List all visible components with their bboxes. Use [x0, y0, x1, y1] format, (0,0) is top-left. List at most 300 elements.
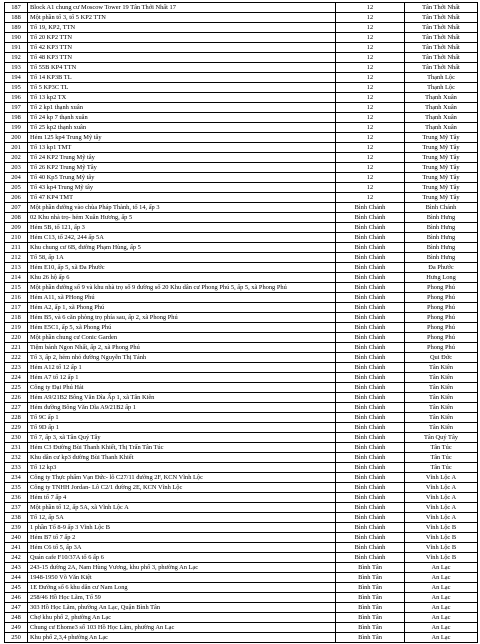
district-cell: Bình Tân	[336, 593, 405, 603]
ward-cell: Tân Túc	[405, 443, 478, 453]
ward-cell: Vĩnh Lộc B	[405, 543, 478, 553]
row-number-cell: 224	[5, 373, 28, 383]
district-cell: 12	[336, 63, 405, 73]
address-cell: Hẻm C13, tổ 242, 244 ấp 5A	[28, 233, 336, 243]
table-row	[5, 393, 478, 403]
address-cell: Tổ 42 KP3 TTN	[28, 43, 336, 53]
address-cell: Chợ khu phố 2, phường An Lạc	[28, 613, 336, 623]
address-cell: Một phần đường vào chùa Pháp Thành, tổ 14, ấp 3	[28, 203, 336, 213]
row-number-cell: 231	[5, 443, 28, 453]
table-row	[5, 123, 478, 133]
address-cell: Hẻm tổ 7 ấp 4	[28, 493, 336, 503]
table-row	[5, 593, 478, 603]
ward-cell: Phong Phú	[405, 323, 478, 333]
row-number-cell: 189	[5, 23, 28, 33]
address-cell: Tiệm bánh Ngon Nhất, ấp 2, xã Phong Phú	[28, 343, 336, 353]
row-number-cell: 208	[5, 213, 28, 223]
address-cell: 243-15 đường 2A, Nam Hùng Vương, khu phố 3, phường An Lạc	[28, 563, 336, 573]
row-number-cell: 215	[5, 283, 28, 293]
district-cell: 12	[336, 133, 405, 143]
table-row	[5, 323, 478, 333]
address-cell: Hẻm A7 tổ 12 ấp 1	[28, 373, 336, 383]
ward-cell: Tân Kiên	[405, 393, 478, 403]
ward-cell: Tân Kiên	[405, 363, 478, 373]
district-cell: Bình Tân	[336, 613, 405, 623]
ward-cell: Tân Thới Nhất	[405, 63, 478, 73]
ward-cell: Tân Thới Nhất	[405, 33, 478, 43]
district-cell: Bình Chánh	[336, 443, 405, 453]
ward-cell: An Lạc	[405, 613, 478, 623]
table-row	[5, 43, 478, 53]
district-cell: 12	[336, 113, 405, 123]
row-number-cell: 249	[5, 623, 28, 633]
row-number-cell: 198	[5, 113, 28, 123]
row-number-cell: 248	[5, 613, 28, 623]
district-cell: Bình Chánh	[336, 363, 405, 373]
ward-cell: Vĩnh Lộc A	[405, 483, 478, 493]
address-cell: Tổ 24 kp 7 thạnh xuân	[28, 113, 336, 123]
row-number-cell: 246	[5, 593, 28, 603]
row-number-cell: 250	[5, 633, 28, 643]
address-cell: Hẻm A9/21B2 Bông Văn Dĩa Ấp 1, xã Tân Kiên	[28, 393, 336, 403]
row-number-cell: 222	[5, 353, 28, 363]
address-cell: Hẻm A12 tổ 12 ấp 1	[28, 363, 336, 373]
address-cell: Tổ 7, ấp 3, xã Tân Quý Tây	[28, 433, 336, 443]
district-cell: Bình Chánh	[336, 323, 405, 333]
row-number-cell: 223	[5, 363, 28, 373]
ward-cell: Thạnh Xuân	[405, 93, 478, 103]
row-number-cell: 230	[5, 433, 28, 443]
row-number-cell: 200	[5, 133, 28, 143]
district-cell: Bình Chánh	[336, 513, 405, 523]
district-cell: Bình Chánh	[336, 213, 405, 223]
ward-cell: Thạnh Xuân	[405, 103, 478, 113]
table-row	[5, 143, 478, 153]
district-cell: Bình Chánh	[336, 263, 405, 273]
ward-cell: Trung Mỹ Tây	[405, 193, 478, 203]
ward-cell: An Lạc	[405, 623, 478, 633]
table-row	[5, 343, 478, 353]
table-row	[5, 283, 478, 293]
table-row	[5, 623, 478, 633]
district-cell: Bình Chánh	[336, 483, 405, 493]
table-row	[5, 93, 478, 103]
table-row	[5, 153, 478, 163]
row-number-cell: 228	[5, 413, 28, 423]
table-row	[5, 413, 478, 423]
ward-cell: An Lạc	[405, 573, 478, 583]
row-number-cell: 203	[5, 163, 28, 173]
table-row	[5, 243, 478, 253]
district-cell: Bình Chánh	[336, 523, 405, 533]
row-number-cell: 226	[5, 393, 28, 403]
ward-cell: Vĩnh Lộc B	[405, 523, 478, 533]
table-row	[5, 463, 478, 473]
row-number-cell: 195	[5, 83, 28, 93]
row-number-cell: 234	[5, 473, 28, 483]
address-cell: Tổ 40 Kp5 Trung Mỹ tây	[28, 173, 336, 183]
row-number-cell: 245	[5, 583, 28, 593]
address-cell: Quán cafe F10/37A tổ 6 ấp 6	[28, 553, 336, 563]
address-cell: Công ty Thực phẩm Vạn Đức- lô C27/11 đường 2F, KCN Vĩnh Lộc	[28, 473, 336, 483]
ward-cell: Bình Hưng	[405, 223, 478, 233]
address-cell: Tổ 19, KP2, TTN	[28, 23, 336, 33]
district-cell: Bình Chánh	[336, 293, 405, 303]
district-cell: Bình Chánh	[336, 453, 405, 463]
address-cell: Tổ 12, ấp 5A	[28, 513, 336, 523]
row-number-cell: 187	[5, 3, 28, 13]
ward-cell: Phong Phú	[405, 343, 478, 353]
address-cell: Hẻm C3 Đường Bùi Thanh Khiết, Thị Trấn Tân Túc	[28, 443, 336, 453]
district-cell: 12	[336, 93, 405, 103]
ward-cell: Bình Hưng	[405, 233, 478, 243]
ward-cell: Tân Thới Nhất	[405, 53, 478, 63]
row-number-cell: 202	[5, 153, 28, 163]
district-cell: Bình Chánh	[336, 383, 405, 393]
row-number-cell: 239	[5, 523, 28, 533]
district-cell: Bình Chánh	[336, 473, 405, 483]
ward-cell: Vĩnh Lộc A	[405, 503, 478, 513]
district-cell: Bình Chánh	[336, 333, 405, 343]
table-row	[5, 523, 478, 533]
row-number-cell: 236	[5, 493, 28, 503]
address-cell: Tổ 20 KP2 TTN	[28, 33, 336, 43]
table-row	[5, 483, 478, 493]
address-table-sheet	[4, 2, 478, 643]
row-number-cell: 227	[5, 403, 28, 413]
address-cell: Tổ 43 kp4 Trung Mỹ tây	[28, 183, 336, 193]
address-cell: Một phần chung cư Conic Garden	[28, 333, 336, 343]
table-row	[5, 193, 478, 203]
ward-cell: Thạnh Lộc	[405, 73, 478, 83]
row-number-cell: 212	[5, 253, 28, 263]
row-number-cell: 214	[5, 273, 28, 283]
table-row	[5, 633, 478, 643]
address-cell: Tổ 55B KP4 TTN	[28, 63, 336, 73]
district-cell: Bình Chánh	[336, 373, 405, 383]
table-row	[5, 293, 478, 303]
table-row	[5, 33, 478, 43]
ward-cell: Tân Quý Tây	[405, 433, 478, 443]
address-cell: Công ty TNHH Jordan- Lô C2/1 đường 2E, KCN Vĩnh Lộc	[28, 483, 336, 493]
ward-cell: Vĩnh Lộc A	[405, 473, 478, 483]
table-row	[5, 403, 478, 413]
district-cell: 12	[336, 3, 405, 13]
address-cell: Công ty Đại Phú Hải	[28, 383, 336, 393]
row-number-cell: 211	[5, 243, 28, 253]
row-number-cell: 235	[5, 483, 28, 493]
table-row	[5, 583, 478, 593]
district-cell: 12	[336, 13, 405, 23]
row-number-cell: 243	[5, 563, 28, 573]
row-number-cell: 204	[5, 173, 28, 183]
row-number-cell: 201	[5, 143, 28, 153]
district-cell: Bình Chánh	[336, 203, 405, 213]
ward-cell: Tân Kiên	[405, 413, 478, 423]
district-cell: 12	[336, 33, 405, 43]
address-cell: Tổ 9C ấp 1	[28, 413, 336, 423]
row-number-cell: 237	[5, 503, 28, 513]
row-number-cell: 210	[5, 233, 28, 243]
ward-cell: Bình Chánh	[405, 203, 478, 213]
row-number-cell: 188	[5, 13, 28, 23]
table-row	[5, 3, 478, 13]
district-cell: 12	[336, 53, 405, 63]
row-number-cell: 197	[5, 103, 28, 113]
district-cell: Bình Chánh	[336, 553, 405, 563]
ward-cell: Trung Mỹ Tây	[405, 173, 478, 183]
table-row	[5, 273, 478, 283]
row-number-cell: 190	[5, 33, 28, 43]
address-cell: Tổ 24 KP2 Trung Mỹ tây	[28, 153, 336, 163]
address-cell: Tổ 13 kp1 TMT	[28, 143, 336, 153]
ward-cell: Trung Mỹ Tây	[405, 143, 478, 153]
district-cell: 12	[336, 43, 405, 53]
district-cell: Bình Chánh	[336, 313, 405, 323]
address-cell: Tổ 13 kp2 TX	[28, 93, 336, 103]
address-cell: Khu chung cư 6B, đường Phạm Hùng, ấp 5	[28, 243, 336, 253]
ward-cell: Trung Mỹ Tây	[405, 153, 478, 163]
address-table	[4, 2, 478, 643]
table-row	[5, 493, 478, 503]
address-cell: Tổ 47 KP4 TMT	[28, 193, 336, 203]
address-cell: Hẻm 5B, tổ 121, ấp 3	[28, 223, 336, 233]
address-cell: Tổ 48 KP3 TTN	[28, 53, 336, 63]
row-number-cell: 221	[5, 343, 28, 353]
address-cell: Hẻm B5, và 6 căn phòng trọ phía sau, ấp 2, xã Phong Phú	[28, 313, 336, 323]
address-cell: Một phần tổ 3, tổ 5 KP2 TTN	[28, 13, 336, 23]
address-cell: 1E Đường số 6 khu dân cư Nam Long	[28, 583, 336, 593]
ward-cell: Tân Kiên	[405, 383, 478, 393]
table-row	[5, 503, 478, 513]
ward-cell: Trung Mỹ Tây	[405, 183, 478, 193]
district-cell: Bình Chánh	[336, 393, 405, 403]
district-cell: Bình Chánh	[336, 503, 405, 513]
address-cell: Chung cư Ehome3 số 103 Hồ Học Lãm, phường An Lạc	[28, 623, 336, 633]
table-row	[5, 23, 478, 33]
table-row	[5, 603, 478, 613]
table-row	[5, 173, 478, 183]
district-cell: Bình Chánh	[336, 223, 405, 233]
district-cell: Bình Chánh	[336, 403, 405, 413]
table-row	[5, 513, 478, 523]
ward-cell: Phong Phú	[405, 293, 478, 303]
district-cell: Bình Chánh	[336, 413, 405, 423]
district-cell: 12	[336, 153, 405, 163]
district-cell: Bình Chánh	[336, 303, 405, 313]
row-number-cell: 242	[5, 553, 28, 563]
ward-cell: Tân Kiên	[405, 403, 478, 413]
table-row	[5, 443, 478, 453]
address-cell: Tổ 26 KP2 Trung Mỹ Tây	[28, 163, 336, 173]
table-row	[5, 53, 478, 63]
row-number-cell: 218	[5, 313, 28, 323]
ward-cell: Đa Phước	[405, 263, 478, 273]
district-cell: Bình Chánh	[336, 423, 405, 433]
table-row	[5, 533, 478, 543]
row-number-cell: 229	[5, 423, 28, 433]
address-cell: Tổ 2 kp1 thạnh xuân	[28, 103, 336, 113]
row-number-cell: 238	[5, 513, 28, 523]
address-table-body	[5, 3, 478, 643]
ward-cell: Vĩnh Lộc A	[405, 513, 478, 523]
row-number-cell: 207	[5, 203, 28, 213]
address-cell: Khu phố 2,3,4 phường An Lạc	[28, 633, 336, 643]
ward-cell: Tân Túc	[405, 463, 478, 473]
district-cell: Bình Chánh	[336, 533, 405, 543]
ward-cell: Tân Thới Nhất	[405, 3, 478, 13]
district-cell: Bình Chánh	[336, 273, 405, 283]
district-cell: 12	[336, 163, 405, 173]
table-row	[5, 613, 478, 623]
row-number-cell: 240	[5, 533, 28, 543]
district-cell: Bình Chánh	[336, 253, 405, 263]
table-row	[5, 553, 478, 563]
ward-cell: Thạnh Xuân	[405, 113, 478, 123]
row-number-cell: 220	[5, 333, 28, 343]
address-cell: Hẻm đường Bông Văn Dĩa A9/21B2 ấp 1	[28, 403, 336, 413]
row-number-cell: 232	[5, 453, 28, 463]
address-cell: Hẻm E10, ấp 5, xã Đa Phước	[28, 263, 336, 273]
ward-cell: Tân Thới Nhất	[405, 23, 478, 33]
table-row	[5, 13, 478, 23]
ward-cell: Thạnh Xuân	[405, 123, 478, 133]
table-row	[5, 423, 478, 433]
district-cell: 12	[336, 123, 405, 133]
table-row	[5, 233, 478, 243]
district-cell: 12	[336, 73, 405, 83]
row-number-cell: 209	[5, 223, 28, 233]
district-cell: Bình Tân	[336, 603, 405, 613]
address-cell: 1948-1950 Võ Văn Kiệt	[28, 573, 336, 583]
address-cell: Hẻm C6 tổ 5, ấp 3A	[28, 543, 336, 553]
address-cell: Tổ 25 kp2 thạnh xuân	[28, 123, 336, 133]
table-row	[5, 353, 478, 363]
table-row	[5, 263, 478, 273]
district-cell: 12	[336, 173, 405, 183]
address-cell: Một phần tổ 12, ấp 5A, xã Vĩnh Lộc A	[28, 503, 336, 513]
ward-cell: An Lạc	[405, 583, 478, 593]
ward-cell: Tân Kiên	[405, 423, 478, 433]
row-number-cell: 194	[5, 73, 28, 83]
table-row	[5, 313, 478, 323]
table-row	[5, 83, 478, 93]
district-cell: 12	[336, 193, 405, 203]
address-cell: 1 phần Tổ 8-9 ấp 3 Vĩnh Lộc B	[28, 523, 336, 533]
table-row	[5, 373, 478, 383]
ward-cell: Tân Thới Nhất	[405, 13, 478, 23]
ward-cell: Hưng Long	[405, 273, 478, 283]
ward-cell: Vĩnh Lộc B	[405, 553, 478, 563]
district-cell: 12	[336, 183, 405, 193]
ward-cell: Thạnh Lộc	[405, 83, 478, 93]
address-cell: Tổ 14 KP3B TL	[28, 73, 336, 83]
row-number-cell: 192	[5, 53, 28, 63]
row-number-cell: 205	[5, 183, 28, 193]
table-row	[5, 473, 478, 483]
address-cell: Block A1 chung cư Moscow Tower 19 Tân Thới Nhất 17	[28, 3, 336, 13]
table-row	[5, 573, 478, 583]
table-row	[5, 253, 478, 263]
address-cell: Tổ 58, ấp 1A	[28, 253, 336, 263]
table-row	[5, 543, 478, 553]
ward-cell: Phong Phú	[405, 333, 478, 343]
ward-cell: An Lạc	[405, 633, 478, 643]
district-cell: Bình Chánh	[336, 243, 405, 253]
ward-cell: Vĩnh Lộc B	[405, 533, 478, 543]
address-cell: Khu dân cư kp3 đường Bùi Thanh Khiết	[28, 453, 336, 463]
row-number-cell: 213	[5, 263, 28, 273]
row-number-cell: 225	[5, 383, 28, 393]
district-cell: Bình Tân	[336, 563, 405, 573]
district-cell: Bình Tân	[336, 583, 405, 593]
table-row	[5, 383, 478, 393]
row-number-cell: 244	[5, 573, 28, 583]
row-number-cell: 206	[5, 193, 28, 203]
address-cell: Tổ 5 KP3C TL	[28, 83, 336, 93]
table-row	[5, 103, 478, 113]
table-row	[5, 133, 478, 143]
ward-cell: Bình Hưng	[405, 243, 478, 253]
district-cell: Bình Chánh	[336, 463, 405, 473]
ward-cell: Phong Phú	[405, 303, 478, 313]
row-number-cell: 233	[5, 463, 28, 473]
table-row	[5, 363, 478, 373]
address-cell: Tổ 12 kp3	[28, 463, 336, 473]
address-cell: Tổ 9D ấp 1	[28, 423, 336, 433]
ward-cell: Qui Đức	[405, 353, 478, 363]
table-row	[5, 433, 478, 443]
row-number-cell: 193	[5, 63, 28, 73]
table-row	[5, 213, 478, 223]
ward-cell: Bình Hưng	[405, 213, 478, 223]
table-row	[5, 223, 478, 233]
district-cell: Bình Chánh	[336, 233, 405, 243]
table-row	[5, 453, 478, 463]
row-number-cell: 247	[5, 603, 28, 613]
district-cell: 12	[336, 143, 405, 153]
row-number-cell: 219	[5, 323, 28, 333]
ward-cell: An Lạc	[405, 563, 478, 573]
address-cell: 02 Khu nhà trọ- hẻm Xuân Hương, ấp 5	[28, 213, 336, 223]
district-cell: 12	[336, 103, 405, 113]
ward-cell: An Lạc	[405, 603, 478, 613]
row-number-cell: 241	[5, 543, 28, 553]
address-cell: 303 Hồ Học Lãm, phường An Lạc, Quận Bình Tân	[28, 603, 336, 613]
district-cell: Bình Chánh	[336, 493, 405, 503]
address-cell: Hẻm 125 kp4 Trung Mỹ tây	[28, 133, 336, 143]
address-cell: Tổ 3, ấp 2, hẻm nhỏ đường Nguyễn Thị Tánh	[28, 353, 336, 363]
ward-cell: Bình Hưng	[405, 253, 478, 263]
table-row	[5, 113, 478, 123]
table-row	[5, 73, 478, 83]
district-cell: Bình Tân	[336, 623, 405, 633]
district-cell: 12	[336, 23, 405, 33]
row-number-cell: 191	[5, 43, 28, 53]
ward-cell: Tân Kiên	[405, 373, 478, 383]
ward-cell: Tân Túc	[405, 453, 478, 463]
district-cell: Bình Tân	[336, 633, 405, 643]
ward-cell: Trung Mỹ Tây	[405, 163, 478, 173]
ward-cell: Trung Mỹ Tây	[405, 133, 478, 143]
ward-cell: Tân Thới Nhất	[405, 43, 478, 53]
ward-cell: Phong Phú	[405, 313, 478, 323]
address-cell: Hẻm B7 tổ 7 ấp 2	[28, 533, 336, 543]
row-number-cell: 217	[5, 303, 28, 313]
table-row	[5, 303, 478, 313]
address-cell: Hẻm E5C1, ấp 5, xã Phong Phú	[28, 323, 336, 333]
row-number-cell: 216	[5, 293, 28, 303]
